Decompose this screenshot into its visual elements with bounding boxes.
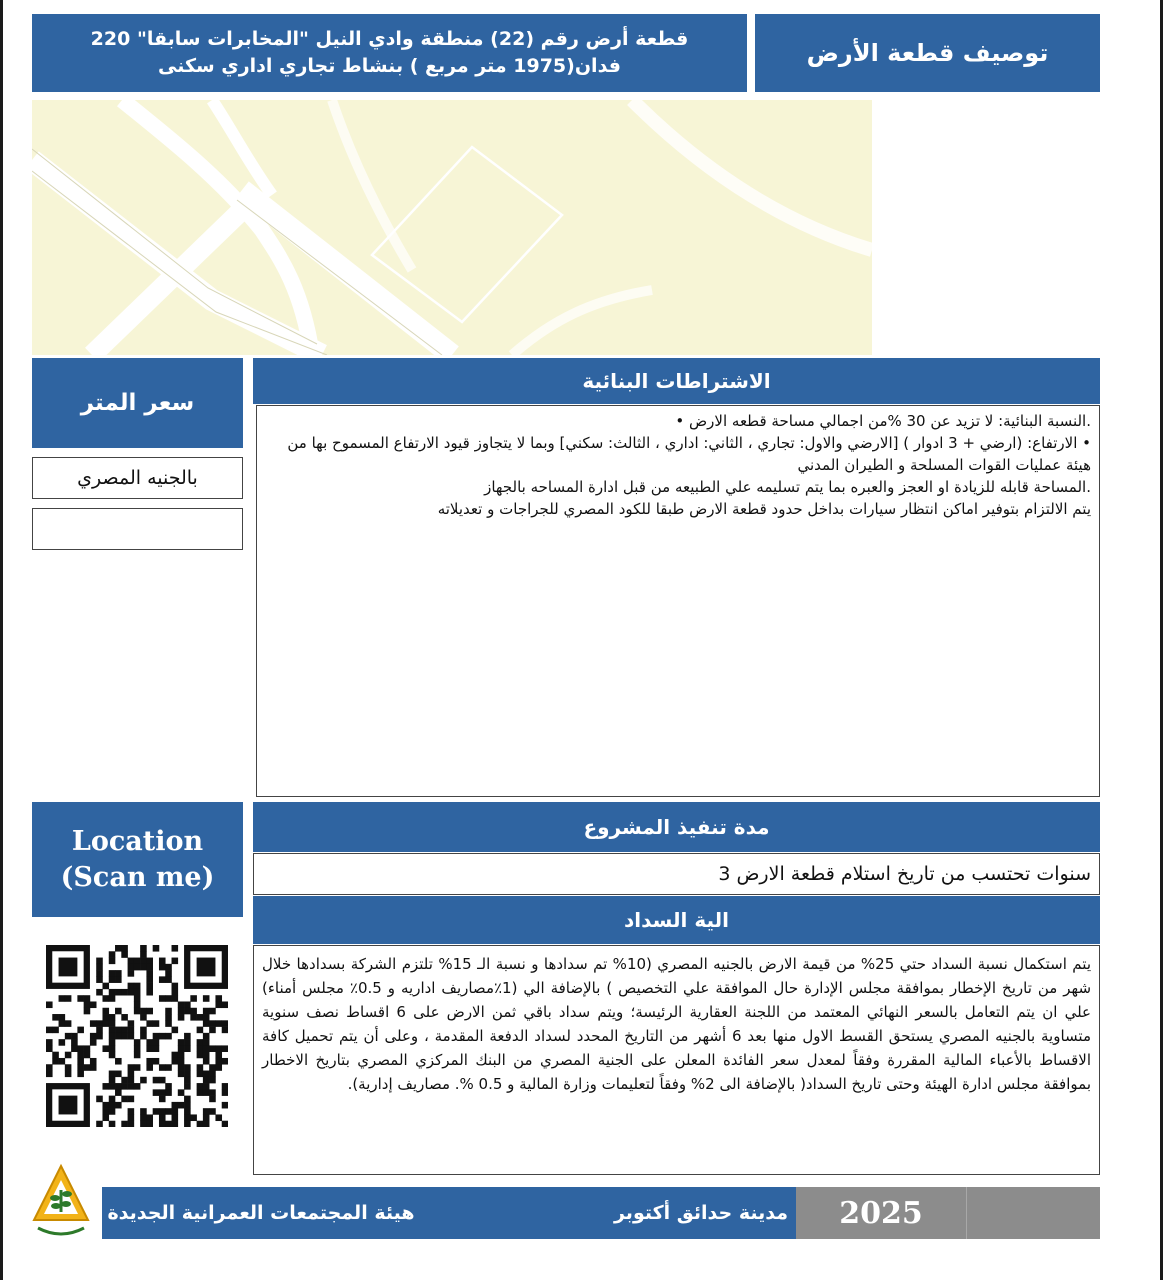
building-conditions-box (256, 405, 1100, 797)
price-per-meter-header: سعر المتر (32, 358, 243, 448)
location-line1: Location (71, 825, 204, 857)
plot-boundary (372, 147, 562, 322)
footer-authority-name: هيئة المجتمعات العمرانية الجديدة (102, 1187, 420, 1239)
project-duration-text: سنوات تحتسب من تاريخ استلام قطعة الارض 3 (253, 853, 1100, 895)
payment-mechanism-text: يتم استكمال نسبة السداد حتي 25% من قيمة الارض بالجنيه المصري (10% تم سدادها و نسبة الـ 15% تلتزم الشركة بسدادها خلال شهر من تاريخ الإخطار بموافقة مجلس الإدارة حال الموافقة علي التخصيص ) بالإضافة الي (1٪مصاريف اداريه و 0.5٪ مجلس أمناء) علي ان يتم التعامل بالسعر النهائي المعتمد من اللجنة العقارية الرئيسة؛ ويتم سداد باقي ثمن الارض على 6 اقساط نصف سنوية متساوية بالجنيه المصري يستحق القسط الاول منها بعد 6 أشهر من التاريخ المحدد لسداد الدفعة المقدمة ، وعلى أن يتم تحميل كافة الاقساط بالأعباء المالية المقررة وفقاً لمعدل سعر الفائدة المعلن على الجنية المصري من البنك المركزي المصري بتاريخ الاخطار بموافقة مجلس ادارة الهيئة وحتى تاريخ السداد( بالإضافة الى 2% وفقاً لتعليمات وزارة المالية و 0.5 %. مصاريف إدارية). (253, 945, 1100, 1175)
frame-left-line (0, 0, 3, 1280)
footer-divider (966, 1187, 967, 1239)
price-currency: بالجنيه المصري (32, 457, 243, 499)
section-title-plot-description: توصيف قطعة الأرض (755, 14, 1100, 92)
location-line2: (Scan me) (60, 861, 215, 893)
location-header (32, 802, 243, 917)
site-map (32, 100, 872, 355)
project-duration-header: مدة تنفيذ المشروع (253, 802, 1100, 852)
condition-line: .النسبة البنائية: لا تزيد عن 30 %من اجمالي مساحة قطعه الارض • (675, 412, 1091, 430)
payment-mechanism-header: الية السداد (253, 896, 1100, 944)
site-map-graphic (32, 100, 872, 355)
frame-right-line (1160, 0, 1163, 1280)
location-qr-code[interactable] (46, 945, 228, 1127)
footer-city-name: مدينة حدائق أكتوبر (420, 1187, 796, 1239)
footer-year: 2025 (839, 1195, 923, 1231)
building-conditions-header: الاشتراطات البنائية (253, 358, 1100, 404)
plot-title: قطعة أرض رقم (22) منطقة وادي النيل "المخابرات سابقا" 220 فدان(1975 متر مربع ) بنشاط تجاري اداري سكنى (32, 14, 747, 92)
condition-line: • الارتفاع: (ارضي + 3 ادوار ) [الارضي والاول: تجاري ، الثاني: اداري ، الثالث: سكني] وبما لا يتجاوز قيود الارتفاع المسموح بها من هيئة عمليات القوات المسلحة و الطيران المدني (287, 434, 1091, 474)
qr-code-graphic[interactable] (46, 945, 228, 1127)
condition-line: يتم الالتزام بتوفير اماكن انتظار سيارات بداخل حدود قطعة الارض طبقا للكود المصري للجراجات و تعديلاته (437, 500, 1091, 518)
price-value (32, 508, 243, 550)
condition-line: .المساحة قابله للزيادة او العجز والعبره بما يتم تسليمه علي الطبيعه من قبل ادارة المساحه بالجهاز (484, 478, 1091, 496)
ncua-logo (30, 1162, 92, 1242)
footer-year-block (796, 1187, 1100, 1239)
